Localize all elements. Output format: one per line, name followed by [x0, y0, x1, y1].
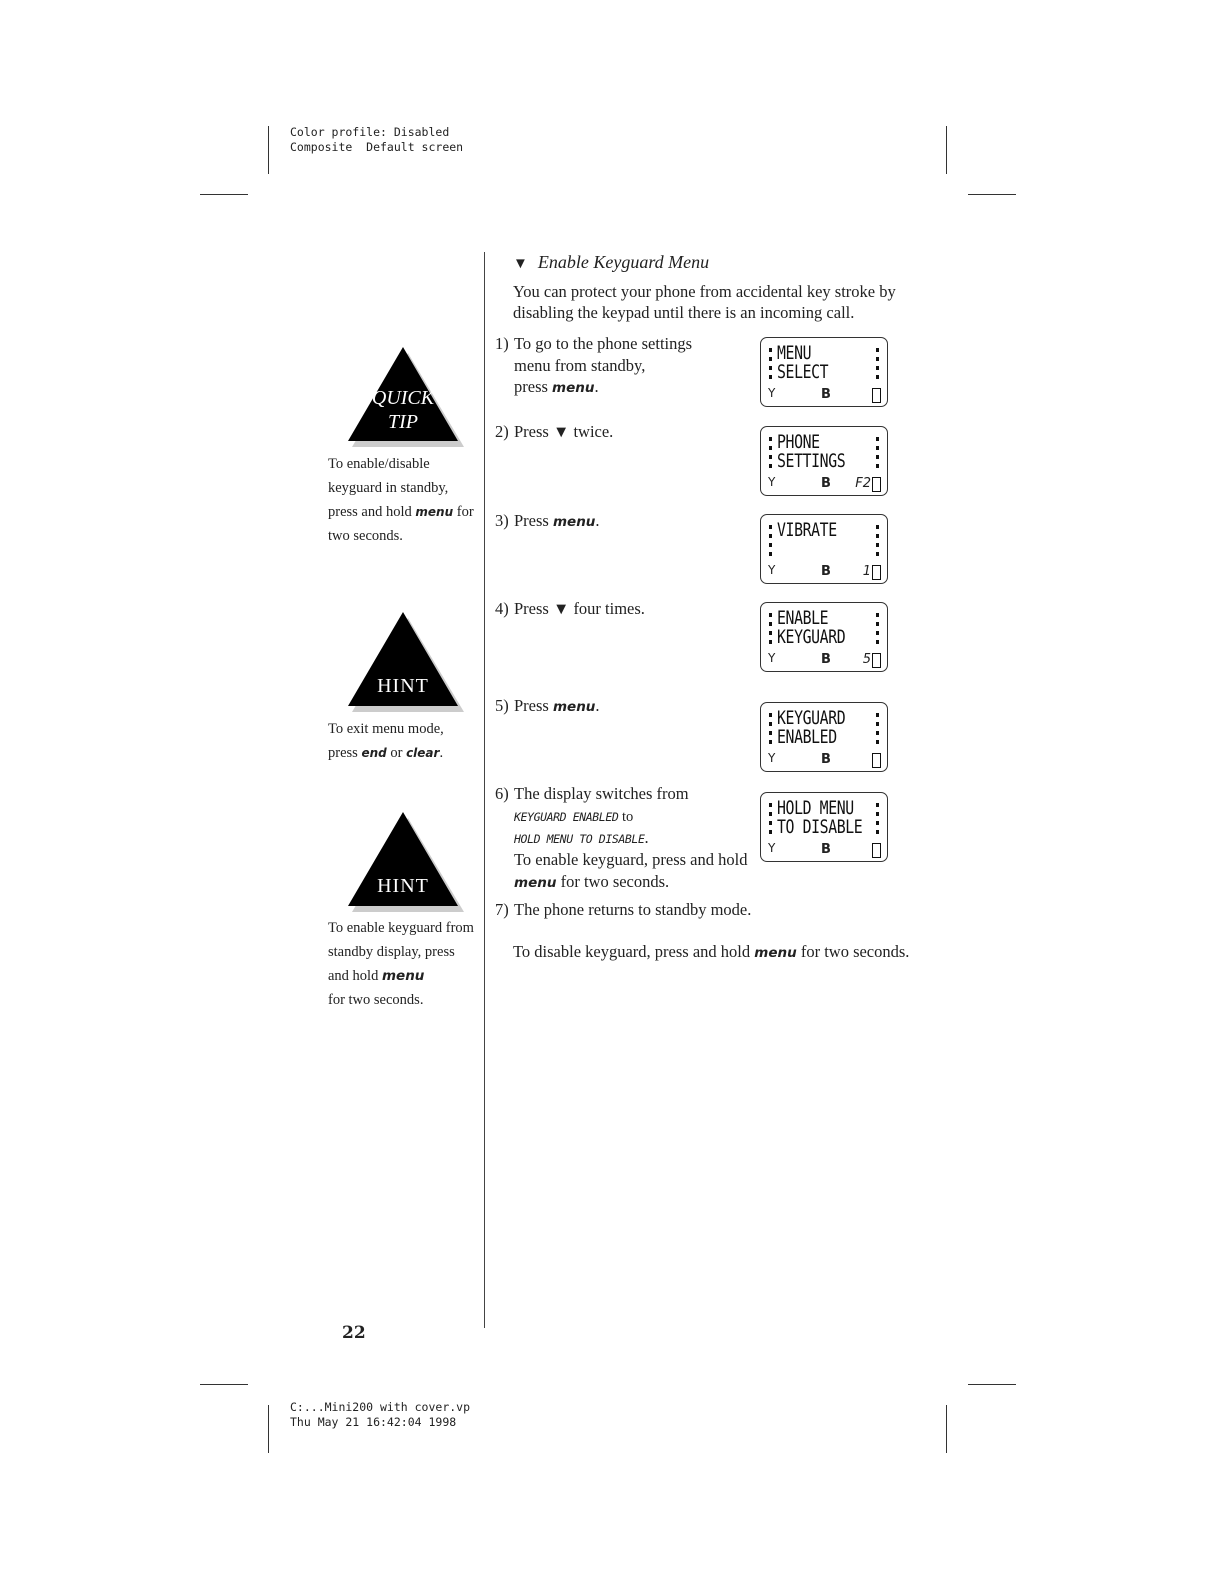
- menu-key: menu: [552, 380, 595, 396]
- hint-triangle-icon: [340, 810, 470, 915]
- lcd-text: KEYGUARD ENABLED: [514, 809, 619, 824]
- clear-key: clear: [406, 746, 440, 760]
- down-arrow-icon: ▼: [552, 422, 570, 441]
- section-heading: [513, 252, 709, 273]
- column-rule: [484, 252, 485, 1328]
- crop-mark: [268, 1405, 269, 1453]
- quick-tip-text: To enable/disable keyguard in standby, press and hold menu for two seconds.: [328, 456, 474, 544]
- lcd-display: HOLD MENU TO DISABLE Y B: [760, 792, 888, 862]
- section-intro: You can protect your phone from accidental key stroke by disabling the keypad until there is an incoming call.: [513, 282, 896, 322]
- lcd-display: ENABLE KEYGUARD Y B 5: [760, 602, 888, 672]
- menu-key: menu: [754, 945, 797, 961]
- hint-label: HINT: [377, 675, 429, 697]
- step-4: 4) Press ▼ four times.: [495, 599, 645, 618]
- hint-text: To exit menu mode, press end or clear.: [328, 721, 444, 761]
- print-info-top: Color profile: Disabled Composite Default screen: [290, 125, 464, 154]
- step-3: 3) Press menu.: [495, 511, 600, 530]
- step-6: 6) The display switches from KEYGUARD ENABLED to HOLD MENU TO DISABLE. To enable keyguard, press and hold menu for two seconds.: [495, 784, 748, 891]
- battery-icon: [872, 753, 881, 768]
- battery-icon: [872, 653, 881, 668]
- section-title: Enable Keyguard Menu: [537, 252, 710, 272]
- crop-mark: [968, 194, 1016, 195]
- down-arrow-icon: ▼: [552, 599, 570, 618]
- menu-key: menu: [415, 505, 454, 519]
- lcd-display: MENU SELECT Y B: [760, 337, 888, 407]
- menu-key: menu: [552, 514, 596, 530]
- closing-note: To disable keyguard, press and hold menu for two seconds.: [513, 942, 910, 961]
- lcd-text: HOLD MENU TO DISABLE: [514, 832, 645, 846]
- antenna-icon: Y: [768, 751, 776, 765]
- hint-text: To enable keyguard from standby display, press and hold menu for two seconds.: [328, 920, 474, 1008]
- antenna-icon: Y: [768, 386, 776, 400]
- antenna-icon: Y: [768, 651, 776, 665]
- antenna-icon: Y: [768, 563, 776, 577]
- crop-mark: [200, 194, 248, 195]
- hint-triangle-icon: [340, 610, 470, 715]
- battery-icon: [872, 843, 881, 858]
- lcd-display: PHONE SETTINGS Y B F2: [760, 426, 888, 496]
- crop-mark: [968, 1384, 1016, 1385]
- step-1: 1) To go to the phone settings menu from standby, press menu.: [495, 334, 693, 396]
- crop-mark: [200, 1384, 248, 1385]
- print-info-bottom: C:...Mini200 with cover.vp Thu May 21 16:42:04 1998: [290, 1400, 471, 1429]
- page-number: 22: [342, 1323, 366, 1343]
- crop-mark: [268, 126, 269, 174]
- battery-icon: [872, 477, 881, 492]
- menu-key: menu: [552, 699, 596, 715]
- antenna-icon: Y: [768, 841, 776, 855]
- step-2: 2) Press ▼ twice.: [495, 422, 614, 441]
- battery-icon: [872, 565, 881, 580]
- step-7: 7) The phone returns to standby mode.: [495, 900, 752, 919]
- step-5: 5) Press menu.: [495, 696, 600, 715]
- down-triangle-icon: ▼: [513, 256, 528, 272]
- lcd-display: VIBRATE Y B 1: [760, 514, 888, 584]
- menu-key: menu: [514, 874, 557, 891]
- hint-label: HINT: [377, 875, 429, 897]
- crop-mark: [946, 1405, 947, 1453]
- antenna-icon: Y: [768, 475, 776, 489]
- quick-tip-label: QUICK TIP: [371, 387, 435, 433]
- lcd-display: KEYGUARD ENABLED Y B: [760, 702, 888, 772]
- end-key: end: [361, 746, 387, 760]
- crop-mark: [946, 126, 947, 174]
- battery-icon: [872, 388, 881, 403]
- menu-key: menu: [381, 968, 425, 984]
